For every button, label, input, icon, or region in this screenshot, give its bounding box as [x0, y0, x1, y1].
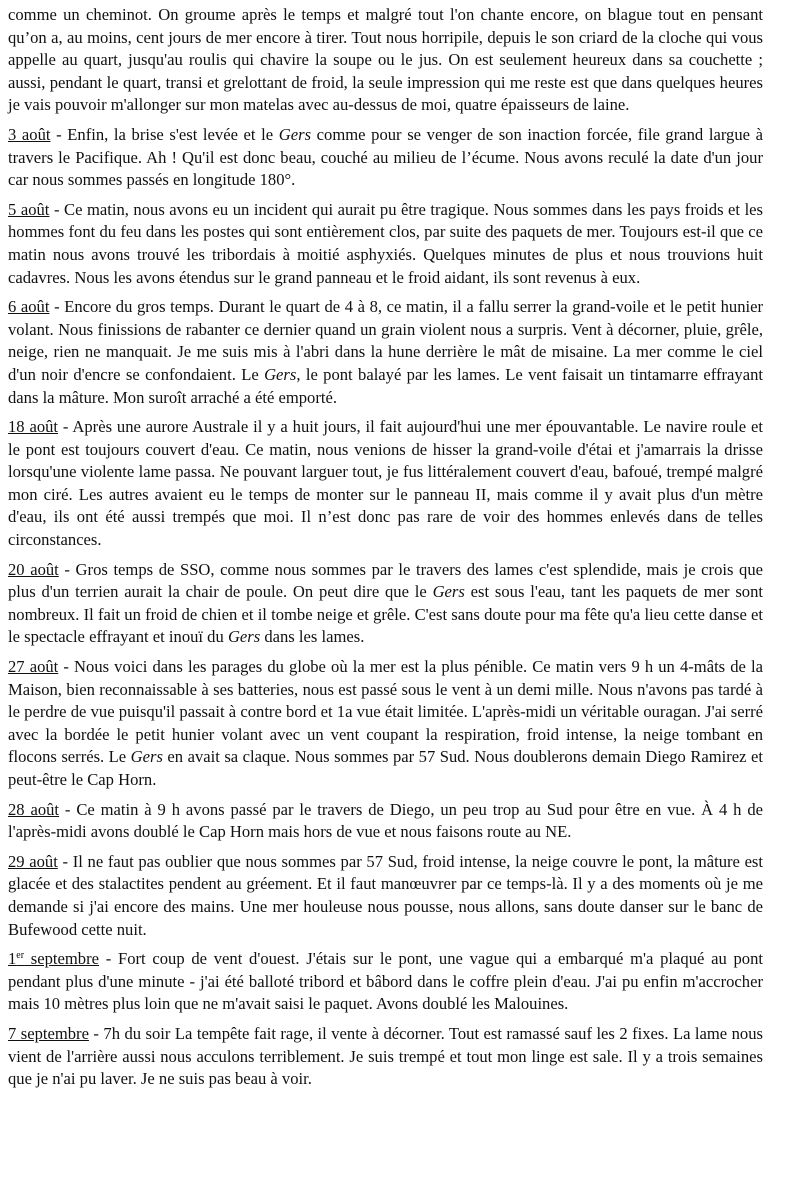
- entry-date-number: 1: [8, 949, 17, 969]
- entry-3-aout: [8, 124, 763, 192]
- entry-text: - Il ne faut pas oublier que nous sommes par 57 Sud, froid intense, la neige couvre le pont, la mâture est glacée et des stalactites pendent au gréement. Et il faut manœuvrer par ce temps-là. Il y a des moments où je me demande si j'ai encore des mains. Une mer houleuse nous pousse, nous allons, sans doute danser sur le banc de Bufewood cette nuit.: [8, 851, 763, 939]
- entry-text: en avait sa claque. Nous sommes par 57 Sud. Nous doublerons demain Diego Ramirez et peut-être le Cap Horn.: [8, 747, 763, 789]
- entry-text: est sous l'eau, tant les paquets de mer sont nombreux. Il fait un froid de chien et il tombe neige et grêle. C'est sans doute pour ma fête qu'a lieu cette danse et le spectacle effrayant et inouï du: [8, 582, 763, 647]
- entry-date-month: septembre: [24, 949, 99, 969]
- entry-date: [8, 949, 99, 968]
- ship-name: Gers: [278, 124, 312, 144]
- ship-name: Gers: [264, 364, 297, 384]
- entry-text: comme pour se venger de son inaction forcée, file grand largue à travers le Pacifique. Ah ! Qu'il est donc beau, couché au milieu de l’écume. Nous avons reculé la date d'un jour car nous sommes passés en longitude 180°.: [8, 124, 764, 190]
- entry-text: - Encore du gros temps. Durant le quart de 4 à 8, ce matin, il a fallu serrer la grand-voile et le petit hunier volant. Nous finissions de rabanter ce dernier quand un grain violent nous a surpris. Vent à décorner, pluie, grêle, neige, rien ne manquait. Je me suis mis à l'abri dans la hune derrière le mât de misaine. La mer comme le ciel d'un noir d'encre se confondaient. Le: [8, 297, 763, 384]
- intro-paragraph: [8, 4, 763, 117]
- entry-date: 6 août: [8, 297, 50, 317]
- entry-date-ordinal: er: [16, 950, 25, 962]
- entry-text: - Nous voici dans les parages du globe où la mer est la plus pénible. Ce matin vers 9 h un 4-mâts de la Maison, bien reconnaissable à ses batteries, nous est passé sous le vent à un demi mille. Nous n'avons pas tardé à le perdre de vue puisqu'il passait à contre bord et 1a vue était limitée. L'après-midi un véritable ouragan. J'ai serré avec la bordée le petit hunier volant avec un vent coupant la respiration, froid intense, la neige tombant en flocons serrés. Le: [8, 657, 763, 767]
- entry-text: - Après une aurore Australe il y a huit jours, il fait aujourd'hui une mer épouvantable. Le navire roule et le pont est toujours couvert d'eau. Ce matin, nous venions de hisser la grand-voile d'étai et j'amarrais la drisse lorsqu'une violente lame passa. Ne pouvant larguer tout, je fus littéralement couvert d'eau, bafoué, trempé malgré mon ciré. Les autres avaient eu le temps de monter sur le panneau II, mais comme il y avait plus d'un mètre d'eau, ils ont été aussi trempés que moi. Il n’est donc pas rare de voir des hommes enlevés dans de telles circonstances.: [8, 417, 763, 550]
- entry-text: - Ce matin, nous avons eu un incident qui aurait pu être tragique. Nous sommes dans les pays froids et les hommes font du feu dans les postes qui sont entièrement clos, par suite des paquets de mer. Toujours est-il que ce matin nous avons trouvé les tribordais à moitié asphyxiés. Quelques minutes de plus et nous trouvions huit cadavres. Nous les avons étendus sur le grand panneau et le froid aidant, ils sont revenus à eux.: [8, 199, 763, 287]
- entry-text: - Ce matin à 9 h avons passé par le travers de Diego, un peu trop au Sud pour être en vue. À 4 h de l'après-midi avons doublé le Cap Horn mais hors de vue et nous faisons route au NE.: [8, 799, 763, 842]
- ship-name: Gers: [432, 582, 465, 602]
- entry-27-aout: [8, 656, 763, 792]
- entry-text: - Enfin, la brise s'est levée et le: [50, 124, 279, 144]
- entry-1-septembre: [8, 948, 763, 1016]
- entry-text: dans les lames.: [260, 627, 365, 647]
- entry-18-aout: [8, 416, 763, 552]
- entry-date: 5 août: [8, 199, 50, 219]
- ship-name: Gers: [227, 627, 261, 647]
- entry-5-aout: [8, 199, 763, 289]
- entry-text: , le pont balayé par les lames. Le vent faisait un tintamarre effrayant dans la mâture. Mon suroît arraché a été emporté.: [8, 364, 763, 407]
- entry-date: 27 août: [8, 657, 59, 677]
- entry-6-aout: [8, 296, 763, 409]
- entry-28-aout: [8, 799, 763, 844]
- entry-date: 20 août: [8, 559, 59, 579]
- entry-29-aout: [8, 851, 763, 941]
- entry-date: 29 août: [8, 851, 58, 871]
- entry-date: 28 août: [8, 799, 60, 819]
- entry-text: - 7h du soir La tempête fait rage, il vente à décorner. Tout est ramassé sauf les 2 fixes. La lame nous vient de l'arrière aussi nous acculons terriblement. Je suis trempé et tout mon linge est sale. Il y a trois semaines que je n'ai pu laver. Je ne suis pas beau à voir.: [8, 1023, 763, 1089]
- entry-7-septembre: [8, 1023, 763, 1091]
- entry-20-aout: [8, 559, 763, 649]
- entry-text: - Gros temps de SSO, comme nous sommes par le travers des lames c'est splendide, mais je crois que plus d'un terrien aurait la chair de poule. On peut dire que le: [8, 559, 764, 602]
- ship-name: Gers: [130, 747, 163, 767]
- entry-text: - Fort coup de vent d'ouest. J'étais sur le pont, une vague qui a embarqué m'a plaqué au pont pendant plus d'une minute - j'ai été balloté tribord et bâbord dans le coffre plein d'eau. J'ai pu enfin m'accrocher mais 10 mètres plus loin que ne m'avait saisi le paquet. Avons doublé les Malouines.: [8, 949, 763, 1014]
- entry-date: 3 août: [8, 124, 51, 144]
- entry-date: 7 septembre: [8, 1023, 89, 1043]
- entry-date: 18 août: [8, 417, 59, 437]
- intro-text: comme un cheminot. On groume après le temps et malgré tout l'on chante encore, on blague tout en pensant qu’on a, au moins, cent jours de mer encore à tirer. Tout nous horripile, depuis le son criard de la cloche qui vous appelle au quart, jusqu'au roulis qui chavire la soupe ou le jus. On est seulement heureux dans sa couchette ; aussi, pendant le quart, transi et grelottant de froid, la seule impression qui me reste est que dans quelques heures je vais pouvoir m'allonger sur mon matelas avec au-dessus de moi, quatre épaisseurs de laine.: [8, 5, 763, 115]
